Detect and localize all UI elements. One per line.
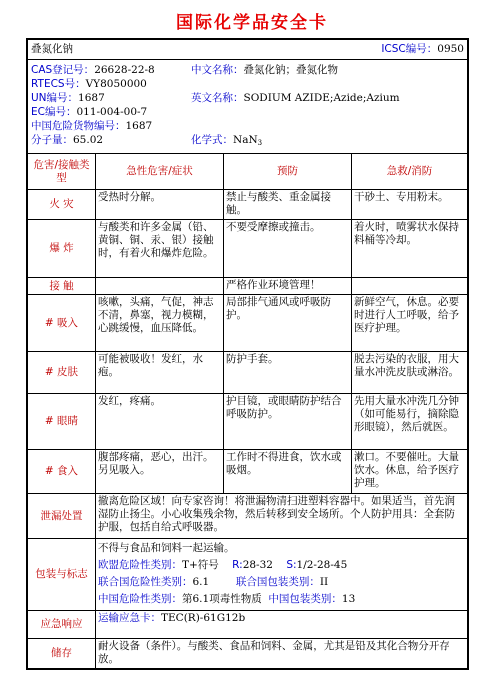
storage-text: 耐火设备（条件）。与酸类、食品和饲料、金属，尤其是铅及其化合物分开存放。 <box>95 639 467 668</box>
storage-row <box>28 638 467 668</box>
safety-card <box>26 38 469 670</box>
hazard-row: # 食入 腹部疼痛，恶心，出汗。另见吸入。 工作时不得进食，饮水或吸烟。 漱口。不要催吐。大量饮水。休息，给予医疗护理。 <box>28 449 467 493</box>
icsc-value: 0950 <box>437 43 464 55</box>
col-aid-header: 急救/消防 <box>351 154 467 189</box>
hazard-row: # 眼睛 发红，疼痛。 护目镜，或眼睛防护结合呼吸防护。 先用大量水冲洗几分钟（如可能易行，摘除隐形眼镜），然后就医。 <box>28 393 467 449</box>
column-header-row <box>28 153 467 189</box>
col-symptom-header: 急性危害/症状 <box>95 154 223 189</box>
spill-text: 撤离危险区域！向专家咨询！将泄漏物清扫进塑料容器中。如果适当，首先润湿防止扬尘。小心收集残余物，然后转移到安全场所。个人防护用具：全套防护服，包括自给式呼吸器。 <box>95 494 467 538</box>
icsc-label: ICSC编号： <box>381 43 438 55</box>
packaging-row: 包装与标志 不得与食品和饲料一起运输。 欧盟危险性类别：T+符号 R:28-32 S:1/2-28-45 联合国危险性类别：6.1 联合国包装类别：II 中国危险性类别：第6.1项毒性物质 中国包装类别：13 <box>28 538 467 610</box>
english-name-line: 英文名称：SODIUM AZIDE;Azide;Azium <box>191 92 400 104</box>
cn-dangerous-goods-line: 中国危险货物编号：1687 <box>31 120 153 132</box>
hazard-row: 火 灾 受热时分解。 禁止与酸类、重金属接触。 干砂土、专用粉末。 <box>28 189 467 219</box>
col-prevent-header: 预防 <box>223 154 351 189</box>
packaging-label: 包装与标志 <box>35 568 88 580</box>
spill-row <box>28 493 467 538</box>
header-row <box>28 40 467 59</box>
hazard-row: # 皮肤 可能被吸收！发红，水疱。 防护手套。 脱去污染的衣服，用大量水冲洗皮肤或淋浴。 <box>28 351 467 393</box>
emergency-label: 应急响应 <box>40 618 83 630</box>
chemical-name: 叠氮化钠 <box>31 43 73 55</box>
rtecs-line: RTECS号：VY8050000 <box>31 78 147 90</box>
spill-label: 泄漏处置 <box>40 509 83 522</box>
formula-line: 化学式：NaN$_3$ <box>191 134 263 147</box>
ec-line: EC编号：011-004-00-7 <box>31 106 148 118</box>
cas-line: CAS登记号：26628-22-8 <box>31 64 155 76</box>
chinese-name-line: 中文名称：叠氮化钠；叠氮化物 <box>191 64 338 76</box>
molecular-weight-line: 分子量：65.02 <box>31 134 104 146</box>
identifiers-block <box>28 59 467 153</box>
card-title: 国际化学品安全卡 <box>176 13 328 33</box>
hazard-row: # 吸入 咳嗽，头痛，气促，神志不清，鼻塞，视力模糊，心跳缓慢，血压降低。 局部排气通风或呼吸防护。 新鲜空气，休息。必要时进行人工呼吸，给予医疗护理。 <box>28 294 467 351</box>
storage-label: 储存 <box>51 647 72 659</box>
col-type-header: 危害/接触类型 <box>33 158 90 184</box>
hazard-row: 接 触 严格作业环境管理！ <box>28 277 467 294</box>
un-line: UN编号：1687 <box>31 92 105 104</box>
emergency-row: 应急响应 运输应急卡：TEC(R)-61G12b <box>28 610 467 638</box>
hazard-row: 爆 炸 与酸类和许多金属（铅、黄铜、铜、汞、银）接触时，有着火和爆炸危险。 不要受摩擦或撞击。 着火时，喷雾状水保持料桶等冷却。 <box>28 219 467 277</box>
